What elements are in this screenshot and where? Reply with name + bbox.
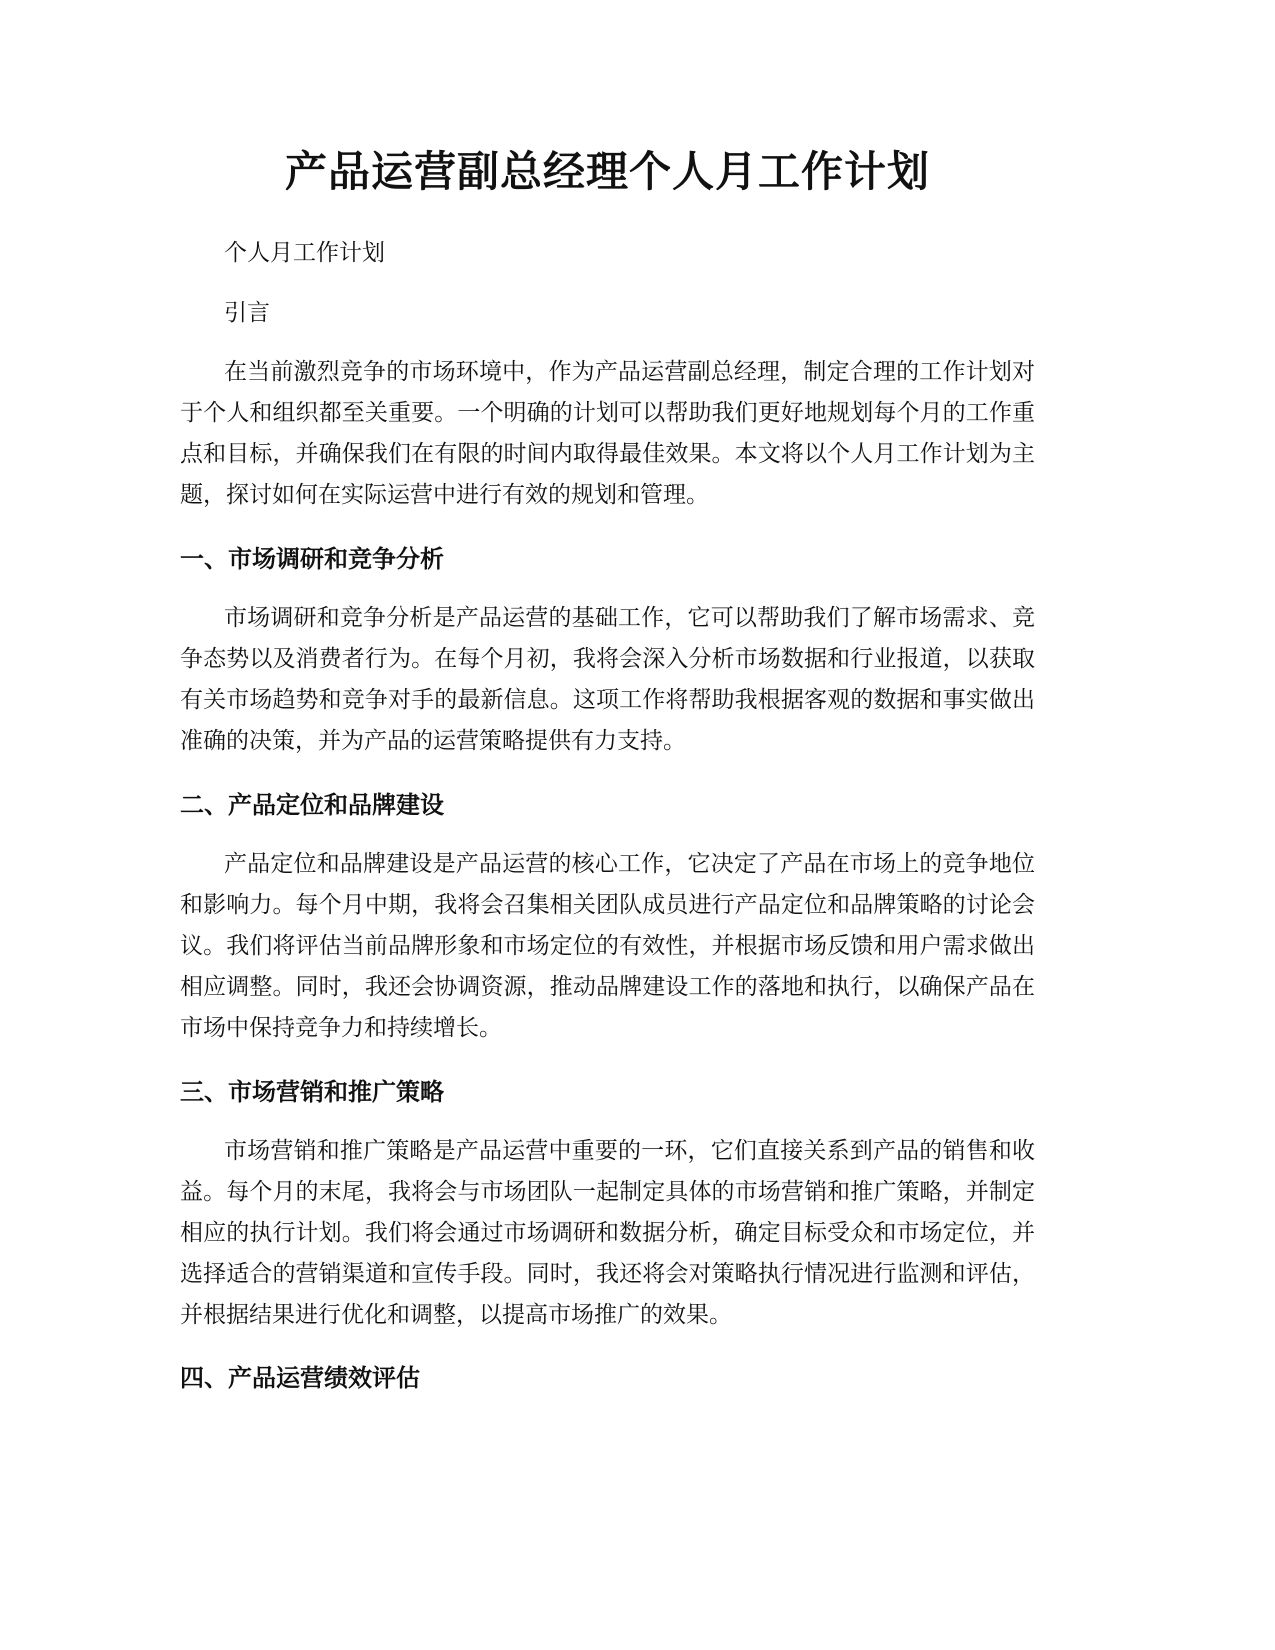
- section-heading-marketing-strategy: 三、市场营销和推广策略: [180, 1078, 444, 1106]
- document-subtitle: 个人月工作计划: [224, 240, 385, 266]
- section-heading-product-positioning: 二、产品定位和品牌建设: [180, 791, 444, 819]
- section-heading-performance-evaluation: 四、产品运营绩效评估: [180, 1364, 420, 1392]
- intro-paragraph: 在当前激烈竞争的市场环境中，作为产品运营副总经理，制定合理的工作计划对于个人和组织都至关重要。一个明确的计划可以帮助我们更好地规划每个月的工作重点和目标，并确保我们在有限的时间内取得最佳效果。本文将以个人月工作计划为主题，探讨如何在实际运营中进行有效的规划和管理。: [180, 359, 1035, 508]
- section-paragraph-market-research: 市场调研和竞争分析是产品运营的基础工作，它可以帮助我们了解市场需求、竞争态势以及消费者行为。在每个月初，我将会深入分析市场数据和行业报道，以获取有关市场趋势和竞争对手的最新信息。这项工作将帮助我根据客观的数据和事实做出准确的决策，并为产品的运营策略提供有力支持。: [180, 605, 1035, 754]
- section-heading-market-research: 一、市场调研和竞争分析: [180, 545, 444, 573]
- section-paragraph-product-positioning: 产品定位和品牌建设是产品运营的核心工作，它决定了产品在市场上的竞争地位和影响力。每个月中期，我将会召集相关团队成员进行产品定位和品牌策略的讨论会议。我们将评估当前品牌形象和市场定位的有效性，并根据市场反馈和用户需求做出相应调整。同时，我还会协调资源，推动品牌建设工作的落地和执行，以确保产品在市场中保持竞争力和持续增长。: [180, 851, 1035, 1041]
- section-paragraph-marketing-strategy: 市场营销和推广策略是产品运营中重要的一环，它们直接关系到产品的销售和收益。每个月的末尾，我将会与市场团队一起制定具体的市场营销和推广策略，并制定相应的执行计划。我们将会通过市场调研和数据分析，确定目标受众和市场定位，并选择适合的营销渠道和宣传手段。同时，我还将会对策略执行情况进行监测和评估，并根据结果进行优化和调整，以提高市场推广的效果。: [180, 1138, 1035, 1328]
- intro-label: 引言: [224, 300, 270, 326]
- document-title: 产品运营副总经理个人月工作计划: [284, 147, 930, 196]
